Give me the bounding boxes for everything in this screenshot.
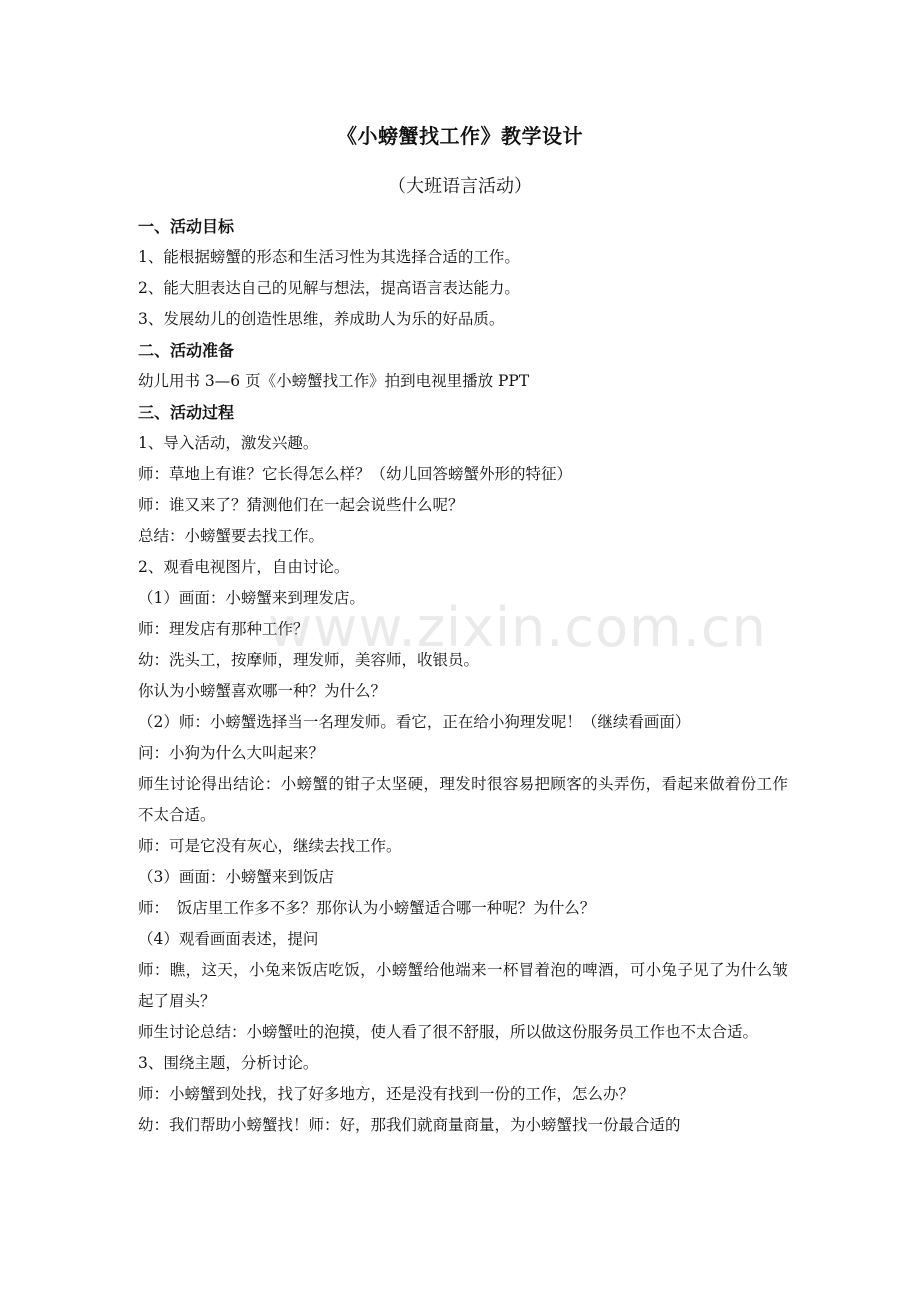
paragraph-line: 师：谁又来了？猜测他们在一起会说些什么呢？	[138, 496, 464, 514]
section-heading: 一、活动目标	[138, 217, 235, 236]
paragraph-line: 1、导入活动，激发兴趣。	[138, 434, 319, 452]
paragraph-line: 师： 饭店里工作多不多？那你认为小螃蟹适合哪一种呢？为什么？	[138, 899, 596, 917]
paragraph-line: 总结：小螃蟹要去找工作。	[138, 527, 325, 545]
paragraph-line: 2、能大胆表达自己的见解与想法，提高语言表达能力。	[138, 279, 520, 297]
section-heading: 二、活动准备	[138, 341, 235, 360]
paragraph-line: 师：草地上有谁？它长得怎么样？（幼儿回答螃蟹外形的特征）	[138, 465, 573, 483]
paragraph-line: （4）观看画面表述，提问	[138, 930, 319, 948]
document-subtitle: （大班语言活动）	[388, 176, 532, 197]
paragraph-line: 幼儿用书 3—6 页《小螃蟹找工作》拍到电视里播放 PPT	[138, 372, 530, 390]
paragraph-line: 2、观看电视图片，自由讨论。	[138, 558, 350, 576]
paragraph-line: 师：可是它没有灰心，继续去找工作。	[138, 837, 402, 855]
paragraph-line: 幼：我们帮助小螃蟹找！师：好，那我们就商量商量，为小螃蟹找一份最合适的	[138, 1116, 681, 1134]
paragraph-line: 幼：洗头工，按摩师，理发师，美容师，收银员。	[138, 651, 480, 669]
paragraph-line: （3）画面：小螃蟹来到饭店	[138, 868, 334, 886]
paragraph-line: 3、发展幼儿的创造性思维，养成助人为乐的好品质。	[138, 310, 505, 328]
paragraph-line: 你认为小螃蟹喜欢哪一种？为什么？	[138, 682, 387, 700]
document-body	[138, 211, 788, 1141]
watermark: www.zixin.com.cn	[268, 596, 767, 659]
paragraph-line: （1）画面：小螃蟹来到理发店。	[138, 589, 365, 607]
paragraph-line: 师：瞧，这天，小兔来饭店吃饭，小螃蟹给他端来一杯冒着泡的啤酒，可小兔子见了为什么皱起了眉头？	[138, 961, 788, 1010]
paragraph-line: 3、围绕主题，分析讨论。	[138, 1054, 319, 1072]
paragraph-line: 师生讨论得出结论：小螃蟹的钳子太坚硬，理发时很容易把顾客的头弄伤，看起来做着份工作不太合适。	[138, 775, 788, 824]
paragraph-line: 师：理发店有那种工作？	[138, 620, 309, 638]
paragraph-line: 问：小狗为什么大叫起来？	[138, 744, 325, 762]
paragraph-line: 师：小螃蟹到处找，找了好多地方，还是没有找到一份的工作，怎么办？	[138, 1085, 635, 1103]
paragraph-line: 1、能根据螃蟹的形态和生活习性为其选择合适的工作。	[138, 248, 520, 266]
paragraph-line: 师生讨论总结：小螃蟹吐的泡摸，使人看了很不舒服，所以做这份服务员工作也不太合适。	[138, 1023, 759, 1041]
document-title: 《小螃蟹找工作》教学设计	[337, 124, 583, 148]
section-heading: 三、活动过程	[138, 403, 235, 422]
paragraph-line: （2）师：小螃蟹选择当一名理发师。看它，正在给小狗理发呢！（继续看画面）	[138, 713, 691, 731]
